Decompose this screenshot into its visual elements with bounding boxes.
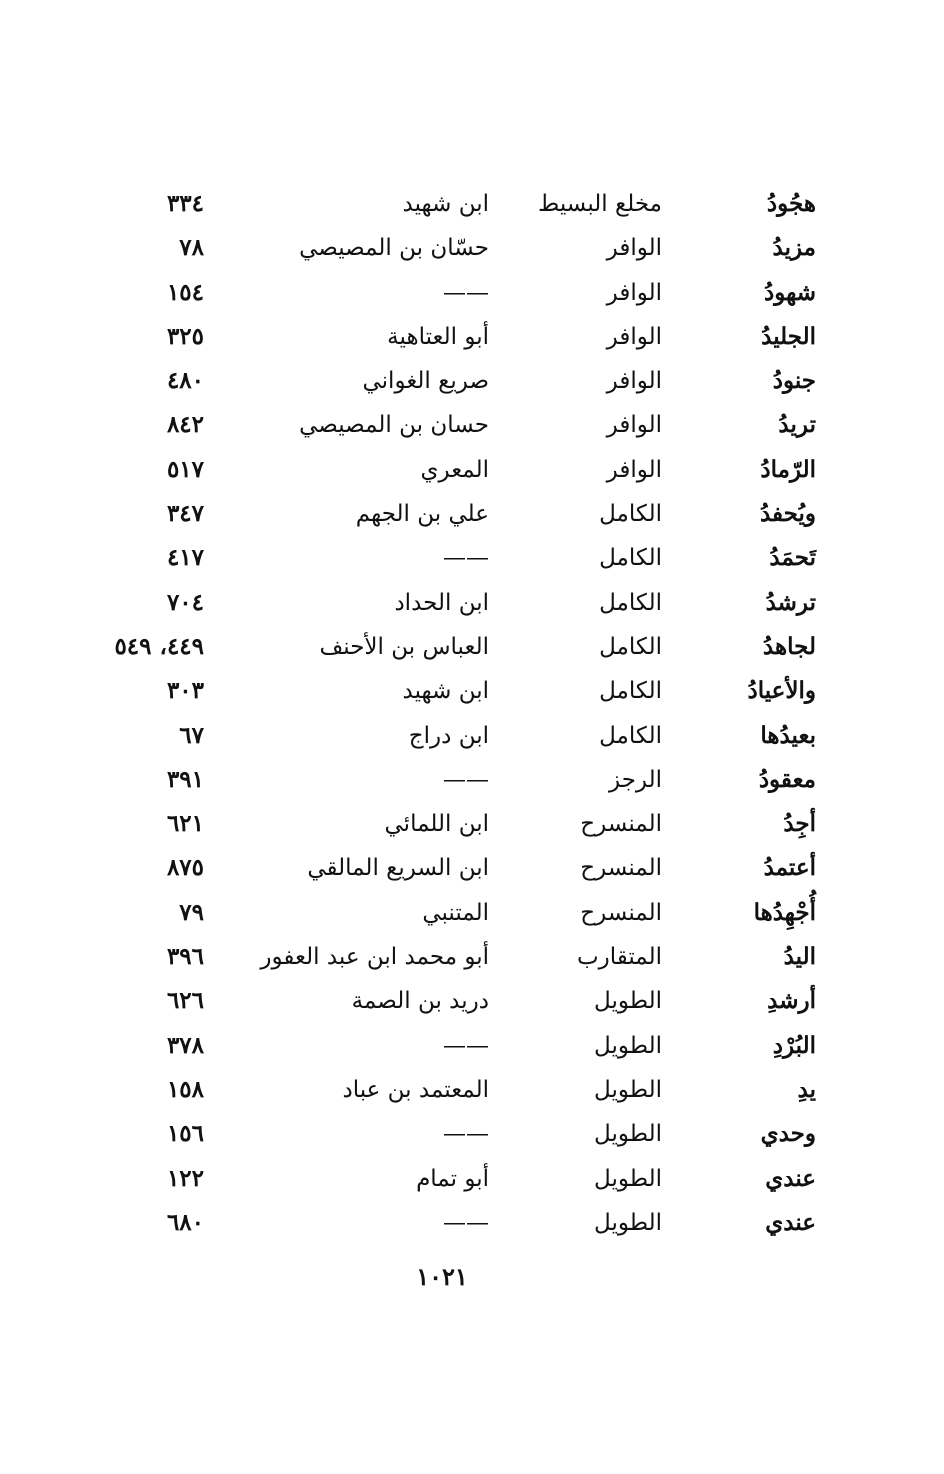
index-row <box>0 850 944 894</box>
poetic-meter: الكامل <box>599 678 662 705</box>
rhyme-word: يدِ <box>797 1075 816 1103</box>
page-reference: ٨٧٥ <box>166 854 204 882</box>
poetic-meter: الكامل <box>599 501 662 528</box>
rhyme-word: بعيدُها <box>760 721 816 749</box>
rhyme-word: عندي <box>765 1208 816 1236</box>
rhyme-word: والأعيادُ <box>747 677 816 705</box>
page-reference: ٤٤٩، ٥٤٩ <box>114 632 204 660</box>
rhyme-index-table <box>0 186 944 1249</box>
rhyme-word: هجُودُ <box>766 190 816 217</box>
rhyme-word: الجليدُ <box>761 322 816 350</box>
poet-name: ابن السريع المالقي <box>307 855 489 882</box>
poetic-meter: الوافر <box>606 323 662 350</box>
page-reference: ٦٢١ <box>166 810 204 838</box>
poetic-meter: الطويل <box>594 1165 662 1192</box>
page-reference: ٣٤٧ <box>166 500 204 528</box>
poetic-meter: المتقارب <box>576 944 662 971</box>
poet-name: —— <box>443 545 489 572</box>
rhyme-word: أعتمدُ <box>763 854 816 882</box>
rhyme-word: لجاهدُ <box>762 632 816 660</box>
poetic-meter: الوافر <box>606 368 662 395</box>
poet-name: المتنبي <box>422 899 489 926</box>
poetic-meter: مخلع البسيط <box>538 191 662 217</box>
poetic-meter: الطويل <box>594 1032 662 1059</box>
page-reference: ٨٤٢ <box>166 411 204 439</box>
index-row <box>0 1116 944 1160</box>
index-row <box>0 762 944 806</box>
poet-name: العباس بن الأحنف <box>319 633 489 660</box>
poet-name: —— <box>443 1209 489 1236</box>
poetic-meter: الطويل <box>594 1209 662 1236</box>
index-row <box>0 407 944 451</box>
page-reference: ١٥٦ <box>166 1120 204 1148</box>
page-reference: ٦٧ <box>179 721 204 749</box>
index-row <box>0 629 944 673</box>
poetic-meter: الطويل <box>594 988 662 1015</box>
index-row <box>0 673 944 717</box>
index-row <box>0 939 944 983</box>
poet-name: —— <box>443 1121 489 1148</box>
index-row <box>0 540 944 584</box>
page-reference: ٦٨٠ <box>166 1208 204 1236</box>
page-reference: ٣٣٤ <box>166 190 204 217</box>
page-reference: ١٥٨ <box>166 1075 204 1103</box>
rhyme-word: وحدي <box>760 1120 816 1148</box>
rhyme-word: البُرْدِ <box>772 1031 816 1059</box>
rhyme-word: جنودُ <box>772 367 816 395</box>
poetic-meter: المنسرح <box>580 811 662 838</box>
poetic-meter: الوافر <box>606 456 662 483</box>
index-row <box>0 275 944 319</box>
poetic-meter: المنسرح <box>580 899 662 926</box>
index-row <box>0 230 944 274</box>
poet-name: صريع الغواني <box>362 368 489 395</box>
poet-name: —— <box>443 766 489 793</box>
index-row <box>0 585 944 629</box>
rhyme-word: عندي <box>765 1164 816 1192</box>
index-row <box>0 718 944 762</box>
poetic-meter: الطويل <box>594 1076 662 1103</box>
page-reference: ٣٠٣ <box>166 677 204 705</box>
page-reference: ١٥٤ <box>166 278 204 306</box>
poetic-meter: الكامل <box>599 722 662 749</box>
page-reference: ٤١٧ <box>166 544 204 572</box>
index-row <box>0 806 944 850</box>
page-number: ١٠٢١ <box>416 1262 468 1291</box>
poet-name: علي بن الجهم <box>355 501 489 528</box>
poetic-meter: الوافر <box>606 412 662 439</box>
index-row <box>0 895 944 939</box>
rhyme-word: ترشدُ <box>765 588 816 616</box>
rhyme-word: تريدُ <box>778 411 816 439</box>
page-reference: ٧٩ <box>179 898 204 926</box>
poet-name: ابن اللمائي <box>384 811 489 838</box>
page-reference: ٧٨ <box>179 234 204 262</box>
page-reference: ٣٩١ <box>166 765 204 793</box>
rhyme-word: شهودُ <box>764 278 816 306</box>
poet-name: ابن شهيد <box>402 191 489 217</box>
index-row <box>0 1161 944 1205</box>
index-row <box>0 319 944 363</box>
poet-name: أبو تمام <box>416 1165 489 1192</box>
page-reference: ٥١٧ <box>166 455 204 483</box>
poet-name: —— <box>443 1032 489 1059</box>
rhyme-word: أرشدِ <box>767 987 816 1015</box>
poet-name: دريد بن الصمة <box>351 988 489 1015</box>
poetic-meter: الكامل <box>599 633 662 660</box>
page-reference: ١٢٢ <box>166 1164 204 1192</box>
poet-name: المعري <box>420 456 489 483</box>
rhyme-word: مزيدُ <box>772 234 816 262</box>
page-reference: ٣٢٥ <box>166 322 204 350</box>
poetic-meter: الطويل <box>594 1121 662 1148</box>
rhyme-word: معقودُ <box>758 765 816 793</box>
poetic-meter: الكامل <box>599 545 662 572</box>
rhyme-word: اليدُ <box>783 943 816 971</box>
poet-name: ابن شهيد <box>402 678 489 705</box>
poet-name: حسّان بن المصيصي <box>299 235 489 262</box>
poetic-meter: الوافر <box>606 279 662 306</box>
poet-name: ابن الحداد <box>394 589 489 616</box>
page-reference: ٣٩٦ <box>166 943 204 971</box>
index-row <box>0 363 944 407</box>
poetic-meter: الوافر <box>606 235 662 262</box>
index-row <box>0 1072 944 1116</box>
page-reference: ٣٧٨ <box>166 1031 204 1059</box>
page-reference: ٦٢٦ <box>166 987 204 1015</box>
poetic-meter: المنسرح <box>580 855 662 882</box>
rhyme-word: أُجْهِدُها <box>753 898 816 926</box>
index-row <box>0 1205 944 1249</box>
poet-name: حسان بن المصيصي <box>299 412 489 439</box>
poetic-meter: الرجز <box>609 766 662 793</box>
index-row <box>0 1028 944 1072</box>
poet-name: المعتمد بن عباد <box>342 1076 489 1103</box>
poetic-meter: الكامل <box>599 589 662 616</box>
rhyme-word: ويُحفدُ <box>759 500 816 528</box>
rhyme-word: أجِدُ <box>783 810 816 838</box>
rhyme-word: تَحمَدُ <box>769 544 816 572</box>
page-reference: ٧٠٤ <box>166 588 204 616</box>
poet-name: أبو محمد ابن عبد العفور <box>260 944 489 971</box>
index-row <box>0 452 944 496</box>
rhyme-word: الرّمادُ <box>760 455 816 483</box>
index-row <box>0 983 944 1027</box>
index-row <box>0 186 944 230</box>
index-row <box>0 496 944 540</box>
page-reference: ٤٨٠ <box>166 367 204 395</box>
poet-name: ابن دراج <box>408 722 489 749</box>
poet-name: —— <box>443 279 489 306</box>
poet-name: أبو العتاهية <box>387 323 489 350</box>
